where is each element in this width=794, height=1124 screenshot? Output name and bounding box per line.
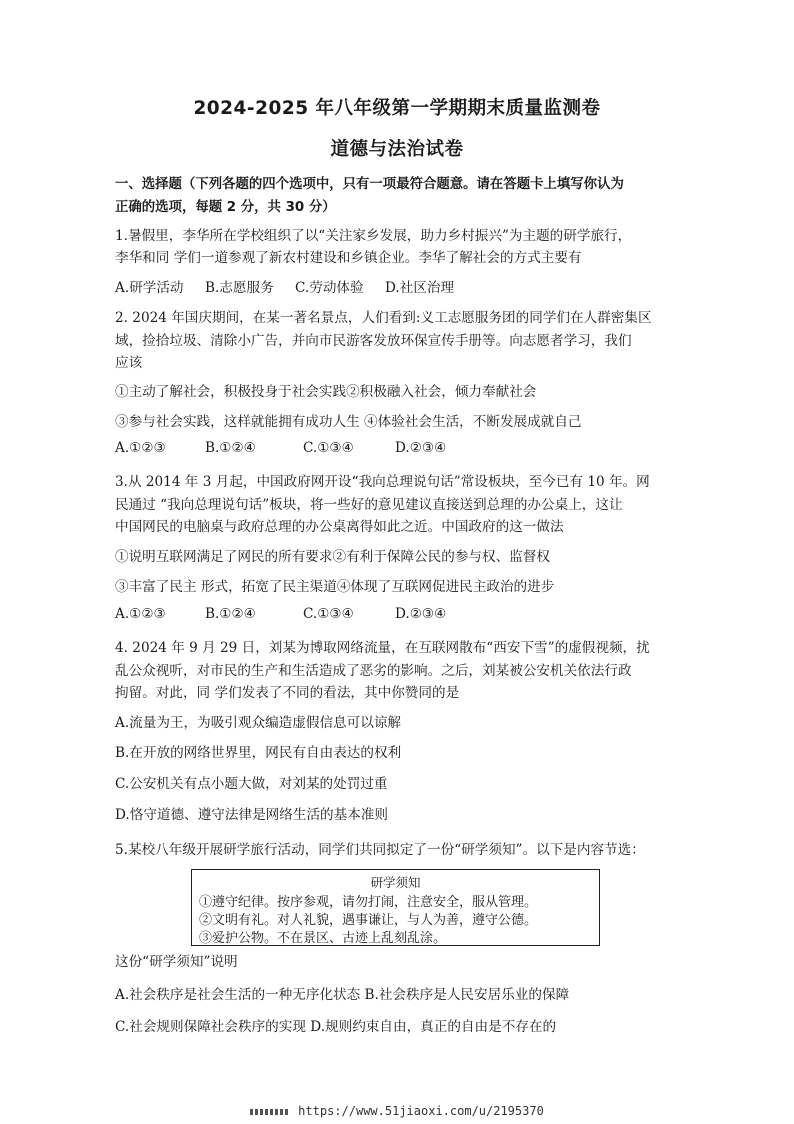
question-4-text-line2: 乱公众视听，对市民的生产和生活造成了恶劣的影响。之后，刘某被公安机关依法行政 xyxy=(115,663,632,679)
question-4-text-line3: 拘留。对此，同 学们发表了不同的看法，其中你赞同的是 xyxy=(115,685,460,701)
question-2-options xyxy=(115,440,446,456)
question-1-options xyxy=(115,276,454,296)
exam-title: 2024-2025 年八年级第一学期期末质量监测卷 xyxy=(193,98,601,119)
question-2-statement-1: ①主动了解社会，积极投身于社会实践②积极融入社会，倾力奉献社会 xyxy=(115,384,537,400)
question-3-options xyxy=(115,606,446,622)
option-a: A.①②③ xyxy=(115,606,166,622)
footer-url[interactable]: https://www.51jiaoxi.com/u/2195370 xyxy=(298,1104,544,1118)
option-b: B.①②④ xyxy=(205,606,256,622)
question-5-options-cd: C.社会规则保障社会秩序的实现 D.规则约束自由，真正的自由是不存在的 xyxy=(115,1019,557,1035)
option-d: D.社区治理 xyxy=(385,280,455,296)
question-4-text-line1: 4. 2024 年 9 月 29 日，刘某为博取网络流量，在互联网散布“西安下雪”的虚假视频，扰 xyxy=(115,640,650,656)
question-1-text-line1: 1.暑假里，李华所在学校组织了以“关注家乡发展，助力乡村振兴”为主题的研学旅行， xyxy=(115,228,632,244)
question-4-option-a: A.流量为王，为吸引观众编造虚假信息可以谅解 xyxy=(115,715,402,731)
question-2-text-line2: 域，捡拾垃圾、清除小广告，并向市民游客发放环保宣传手册等。向志愿者学习，我们 xyxy=(115,333,632,349)
question-5-text-line1: 5.某校八年级开展研学旅行活动，同学们共同拟定了一份“研学须知”。以下是内容节选： xyxy=(115,842,645,858)
section-heading-line1: 一、选择题（下列各题的四个选项中，只有一项最符合题意。请在答题卡上填写你认为 xyxy=(115,177,624,192)
question-3-text-line1: 3.从 2014 年 3 月起，中国政府网开设“我向总理说句话”常设板块，至今已有 10 年。网 xyxy=(115,474,650,490)
question-2-text-line3: 应该 xyxy=(115,355,143,371)
option-c: C.①③④ xyxy=(303,606,354,622)
question-3-text-line3: 中国网民的电脑桌与政府总理的办公桌离得如此之近。中国政府的这一做法 xyxy=(115,519,564,535)
watermark-logo-icon xyxy=(250,1109,290,1115)
question-3-text-line2: 民通过 “我向总理说句话”板块，将一些好的意见建议直接送到总理的办公桌上，这让 xyxy=(115,497,623,513)
page-footer xyxy=(0,1104,794,1118)
section-heading-line2: 正确的选项，每题 2 分，共 30 分） xyxy=(115,200,336,215)
question-4-option-c: C.公安机关有点小题大做，对刘某的处罚过重 xyxy=(115,776,388,792)
question-2-statement-2: ③参与社会实践，这样就能拥有成功人生 ④体验社会生活，不断发展成就自己 xyxy=(115,414,582,430)
notice-item-3: ③爱护公物。不在景区、古迹上乱刻乱涂。 xyxy=(199,931,447,946)
question-5-prompt: 这份“研学须知”说明 xyxy=(115,954,238,970)
question-3-statement-2: ③丰富了民主 形式，拓宽了民主渠道④体现了互联网促进民主政治的进步 xyxy=(115,579,555,595)
option-b: B.①②④ xyxy=(205,440,256,456)
option-b: B.志愿服务 xyxy=(205,280,274,296)
study-notice-box xyxy=(191,869,600,946)
option-c: C.①③④ xyxy=(303,440,354,456)
option-d: D.②③④ xyxy=(395,606,447,622)
question-4-option-d: D.恪守道德、遵守法律是网络生活的基本准则 xyxy=(115,807,389,823)
option-a: A.①②③ xyxy=(115,440,166,456)
question-1-text-line2: 李华和同 学们一道参观了新农村建设和乡镇企业。李华了解社会的方式主要有 xyxy=(115,250,582,266)
notice-item-2: ②文明有礼。对人礼貌，遇事谦让，与人为善，遵守公德。 xyxy=(199,913,538,928)
question-2-text-line1: 2. 2024 年国庆期间，在某一著名景点，人们看到:义工志愿服务团的同学们在人群密集区 xyxy=(115,310,652,326)
question-3-statement-1: ①说明互联网满足了网民的所有要求②有利于保障公民的参与权、监督权 xyxy=(115,549,550,565)
option-c: C.劳动体验 xyxy=(295,280,364,296)
exam-subject-title: 道德与法治试卷 xyxy=(330,139,464,160)
question-4-option-b: B.在开放的网络世界里，网民有自由表达的权利 xyxy=(115,745,402,761)
notice-item-1: ①遵守纪律。按序参观，请勿打闹，注意安全，服从管理。 xyxy=(199,895,538,910)
notice-title: 研学须知 xyxy=(370,875,421,890)
option-d: D.②③④ xyxy=(395,440,447,456)
question-5-options-ab: A.社会秩序是社会生活的一种无序化状态 B.社会秩序是人民安居乐业的保障 xyxy=(115,987,570,1003)
option-a: A.研学活动 xyxy=(115,280,184,296)
